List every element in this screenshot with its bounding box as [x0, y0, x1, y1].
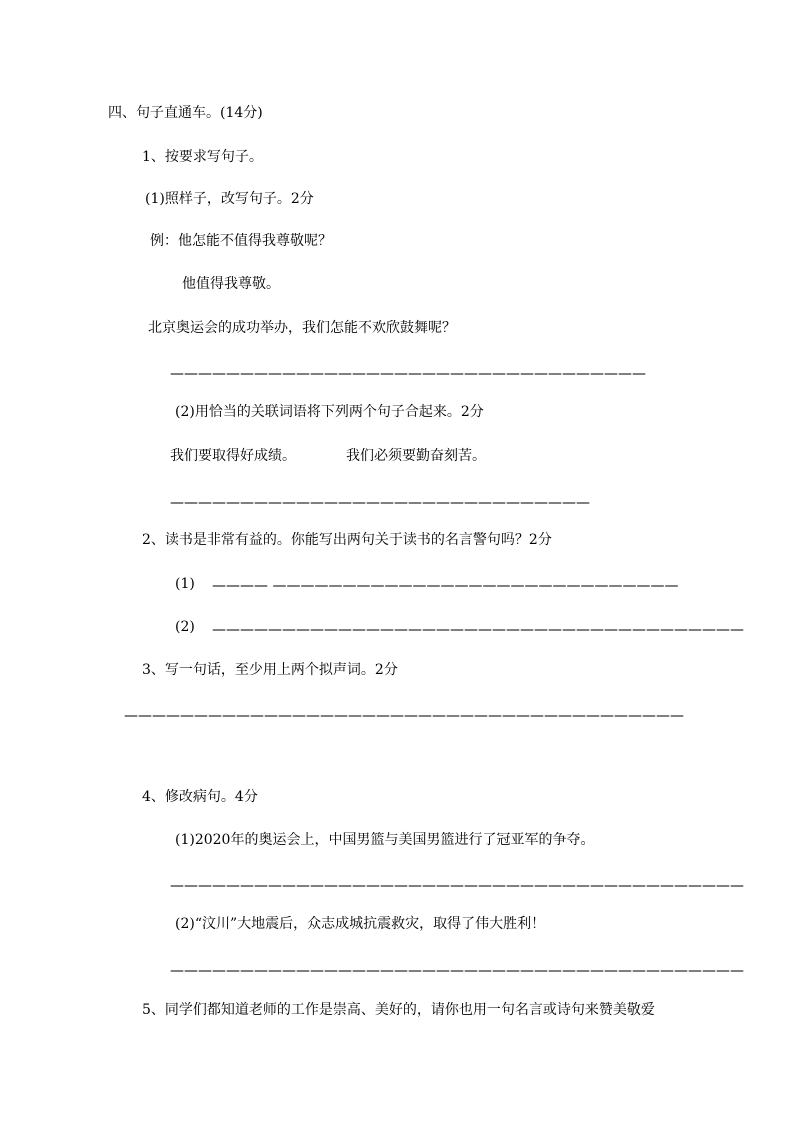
question-5-label: 5、同学们都知道老师的工作是崇高、美好的，请你也用一句名言或诗句来赞美敬爱 [142, 1002, 655, 1018]
question-1-sub1-prompt: (1)照样子，改写句子。2分 [145, 191, 314, 207]
question-4-sub1-answer-line[interactable]: ————————————————————————————————————————— [170, 878, 744, 894]
question-1-task-sentence: 北京奥运会的成功举办，我们怎能不欢欣鼓舞呢？ [148, 320, 456, 336]
section-title: 四、句子直通车。(14分) [108, 105, 263, 121]
question-3-answer-line[interactable]: ———————————————————————————————————————— [124, 708, 684, 724]
question-2-label: 2、读书是非常有益的。你能写出两句关于读书的名言警句吗？2分 [142, 532, 552, 548]
question-1-sub2-sentence-a: 我们要取得好成绩。 [170, 448, 296, 464]
question-1-sub2-prompt: (2)用恰当的关联词语将下列两个句子合起来。2分 [175, 404, 484, 420]
question-2-line1-prefix: (1) [175, 576, 195, 592]
question-4-sub1-sentence: (1)2020年的奥运会上，中国男篮与美国男篮进行了冠亚军的争夺。 [175, 832, 595, 848]
question-1-label: 1、按要求写句子。 [142, 149, 263, 165]
question-1-sub2-sentence-b: 我们必须要勤奋刻苦。 [346, 448, 486, 464]
question-1-sub1-answer-line[interactable]: —————————————————————————————————— [170, 366, 646, 382]
question-4-label: 4、修改病句。4分 [142, 789, 258, 805]
question-2-line2-answer[interactable]: —————————————————————————————————————— [212, 622, 744, 638]
question-2-line1-answer[interactable]: ———— ————————————————————————————— [212, 578, 679, 594]
question-1-example-question: 例：他怎能不值得我尊敬呢？ [150, 233, 332, 249]
question-2-line2-prefix: (2) [175, 619, 195, 635]
question-1-example-answer: 他值得我尊敬。 [182, 276, 280, 292]
question-4-sub2-answer-line[interactable]: ————————————————————————————————————————— [170, 963, 744, 979]
question-3-label: 3、写一句话，至少用上两个拟声词。2分 [142, 662, 398, 678]
question-4-sub2-sentence: (2)“汶川”大地震后，众志成城抗震救灾，取得了伟大胜利！ [175, 916, 546, 932]
question-1-sub2-answer-line[interactable]: —————————————————————————————— [170, 495, 590, 511]
